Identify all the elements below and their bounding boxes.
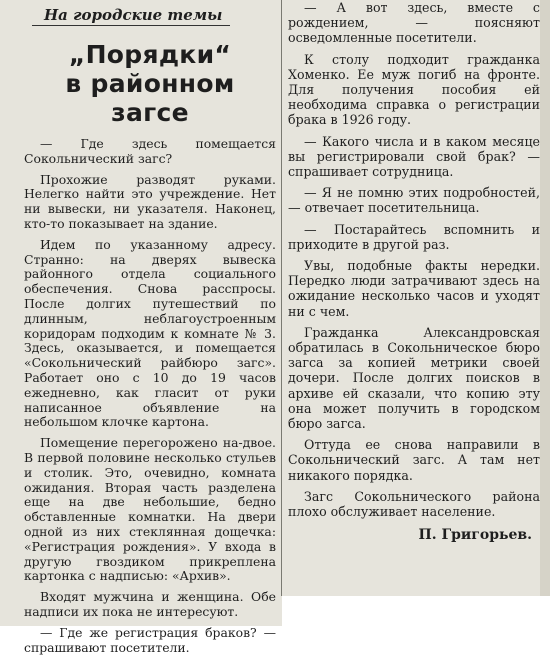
article-headline: [24, 40, 276, 127]
paragraph: Прохожие разводят руками. Нелегко найти это учреждение. Нет ни вывески, ни указателя. Наконец, кто-то показывает на здание.: [24, 171, 276, 231]
headline-line-2: в районном: [65, 69, 235, 98]
column-rule: [281, 0, 282, 596]
page-edge: [540, 0, 550, 596]
paragraph: — Где же регистрация браков? — спрашивают посетители.: [24, 624, 276, 655]
paragraph: К столу подходит гражданка Хоменко. Ее муж погиб на фронте. Для получения пособия ей необходима справка о регистрации брака в 1926 году.: [288, 51, 540, 128]
paragraph: — А вот здесь, вместе с рождением, — поясняют осведомленные посетители.: [288, 0, 540, 46]
paragraph: — Где здесь помещается Сокольнический загс?: [24, 136, 276, 166]
paragraph: Входят мужчина и женщина. Обе надписи их пока не интересуют.: [24, 589, 276, 619]
paragraph: Загс Сокольнического района плохо обслуживает население.: [288, 488, 540, 520]
paragraph: Гражданка Александровская обратилась в Сокольническое бюро загса за копией метрики своей дочери. После долгих поисков в архиве ей сказали, что копию эту она может получить в городском бюро загса.: [288, 324, 540, 432]
right-column: [288, 0, 540, 543]
author-signature: П. Григорьев.: [418, 527, 532, 544]
paragraph: — Я не помню этих подробностей, — отвечает посетительница.: [288, 185, 540, 216]
headline-line-3: загсе: [111, 98, 189, 127]
paragraph: — Какого числа и в каком месяце вы регистрировали свой брак? — спрашивает сотрудница.: [288, 133, 540, 180]
paragraph: — Постарайтесь вспомнить и приходите в другой раз.: [288, 221, 540, 252]
section-rubric: На городские темы: [32, 4, 230, 26]
blank-area: [282, 596, 550, 626]
left-column: [24, 4, 276, 661]
paragraph: Идем по указанному адресу. Странно: на дверях вывеска районного отдела социального обеспечения. Снова расспросы. После долгих путешествий по длинным, неблагоустроенным коридорам подходим к комнате № 3. Здесь, оказывается, и помещается «Сокольнический райбюро загс». Работает оно с 10 до 19 часов ежедневно, как гласит от руки написанное объявление на небольшом клочке картона.: [24, 236, 276, 430]
headline-line-1: „Порядки“: [68, 40, 232, 69]
paragraph: Помещение перегорожено на-двое. В первой половине несколько стульев и столик. Это, очевидно, комната ожидания. Вторая часть разделена еще на две небольшие, бедно обставленные комнатки. На двери одной из них стеклянная дощечка: «Регистрация рождения». У входа в другую гвоздиком прикреплена картонка с надписью: «Архив».: [24, 435, 276, 584]
paragraph: Увы, подобные факты нередки. Передко люди затрачивают здесь на ожидание несколько часов и уходят ни с чем.: [288, 258, 540, 319]
paragraph: Оттуда ее снова направили в Сокольнический загс. А там нет никакого порядка.: [288, 437, 540, 483]
